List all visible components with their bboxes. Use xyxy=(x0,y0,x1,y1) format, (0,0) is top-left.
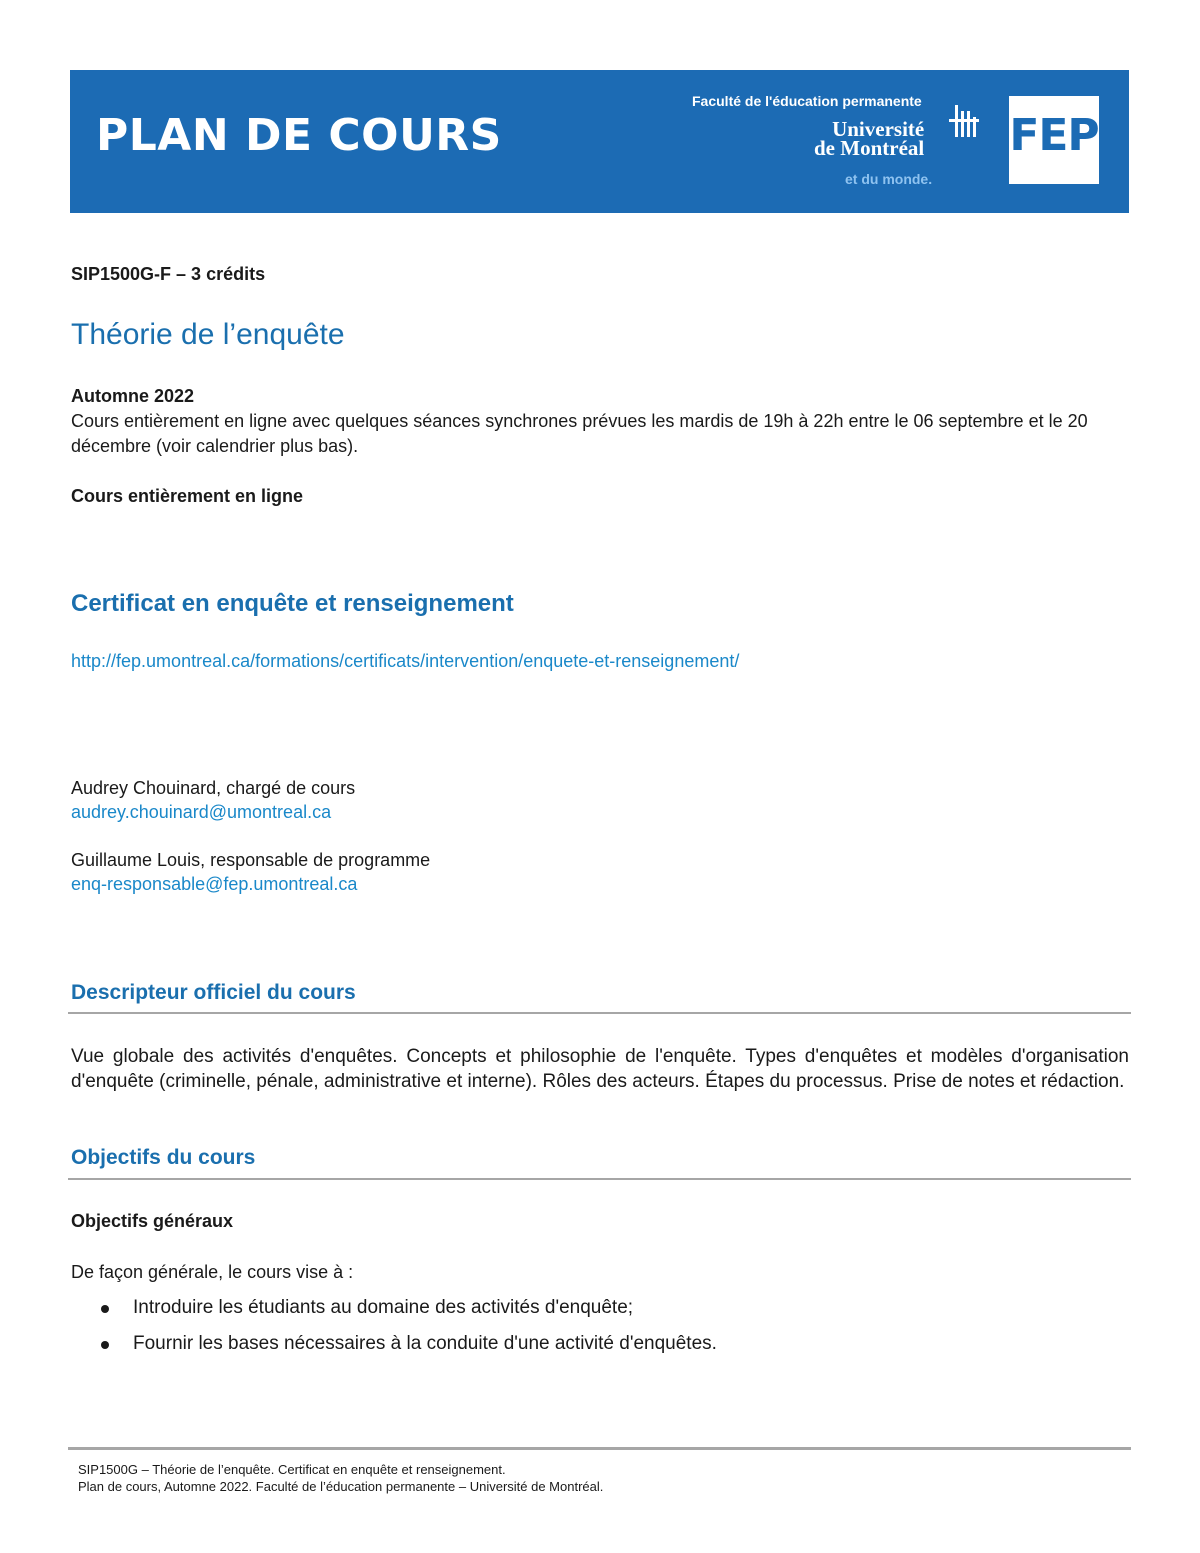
list-item xyxy=(71,1333,717,1369)
course-title: Théorie de l’enquête xyxy=(71,318,345,351)
program-manager-name: Guillaume Louis, responsable de programme xyxy=(71,850,431,870)
section-divider xyxy=(68,1012,1131,1014)
certificate-link[interactable]: http://fep.umontreal.ca/formations/certificats/intervention/enquete-et-renseignement/ xyxy=(71,651,740,671)
list-item-text: Introduire les étudiants au domaine des activités d'enquête; xyxy=(133,1297,634,1318)
objectives-list xyxy=(71,1297,717,1369)
fep-logo-text: FEP xyxy=(1009,110,1099,161)
bullet-icon xyxy=(101,1341,109,1349)
list-item xyxy=(71,1297,717,1333)
university-name xyxy=(814,117,925,160)
header-banner xyxy=(70,70,1129,213)
course-mode: Cours entièrement en ligne xyxy=(71,486,304,506)
fep-logo xyxy=(1009,96,1099,184)
footer-divider xyxy=(68,1447,1131,1450)
objectives-heading: Objectifs du cours xyxy=(71,1146,256,1169)
page-title: PLAN DE COURS xyxy=(96,110,502,161)
objectives-intro: De façon générale, le cours vise à : xyxy=(71,1262,354,1282)
university-line1: Université xyxy=(832,117,925,141)
university-logo-icon xyxy=(947,105,983,141)
university-motto: et du monde. xyxy=(845,171,933,187)
descriptor-text: Vue globale des activités d'enquêtes. Concepts et philosophie de l'enquête. Types d'enquêtes et modèles d'organisation d'enquête (criminelle, pénale, administrative et interne). Rôles des acteurs. Étapes du processus. Prise de notes et rédaction. xyxy=(71,1046,1129,1092)
course-semester: Automne 2022 xyxy=(71,386,195,406)
page-footer xyxy=(78,1461,603,1495)
program-manager-email-link[interactable]: enq-responsable@fep.umontreal.ca xyxy=(71,874,358,894)
bullet-icon xyxy=(101,1305,109,1313)
footer-line2: Plan de cours, Automne 2022. Faculté de l’éducation permanente – Université de Montréal. xyxy=(78,1479,604,1494)
course-schedule: Cours entièrement en ligne avec quelques séances synchrones prévues les mardis de 19h à 22h entre le 06 septembre et le 20 décembre (voir calendrier plus bas). xyxy=(71,411,1088,456)
objectives-subheading: Objectifs généraux xyxy=(71,1211,234,1231)
university-line2: de Montréal xyxy=(814,136,925,160)
faculty-name: Faculté de l'éducation permanente xyxy=(692,93,922,109)
list-item-text: Fournir les bases nécessaires à la conduite d'une activité d'enquêtes. xyxy=(133,1333,717,1354)
section-divider xyxy=(68,1178,1131,1180)
instructor-email-link[interactable]: audrey.chouinard@umontreal.ca xyxy=(71,802,332,822)
footer-line1: SIP1500G – Théorie de l’enquête. Certificat en enquête et renseignement. xyxy=(78,1462,506,1477)
instructor-name: Audrey Chouinard, chargé de cours xyxy=(71,778,356,798)
certificate-heading: Certificat en enquête et renseignement xyxy=(71,590,514,617)
course-code: SIP1500G-F – 3 crédits xyxy=(71,264,266,284)
descriptor-heading: Descripteur officiel du cours xyxy=(71,981,356,1004)
